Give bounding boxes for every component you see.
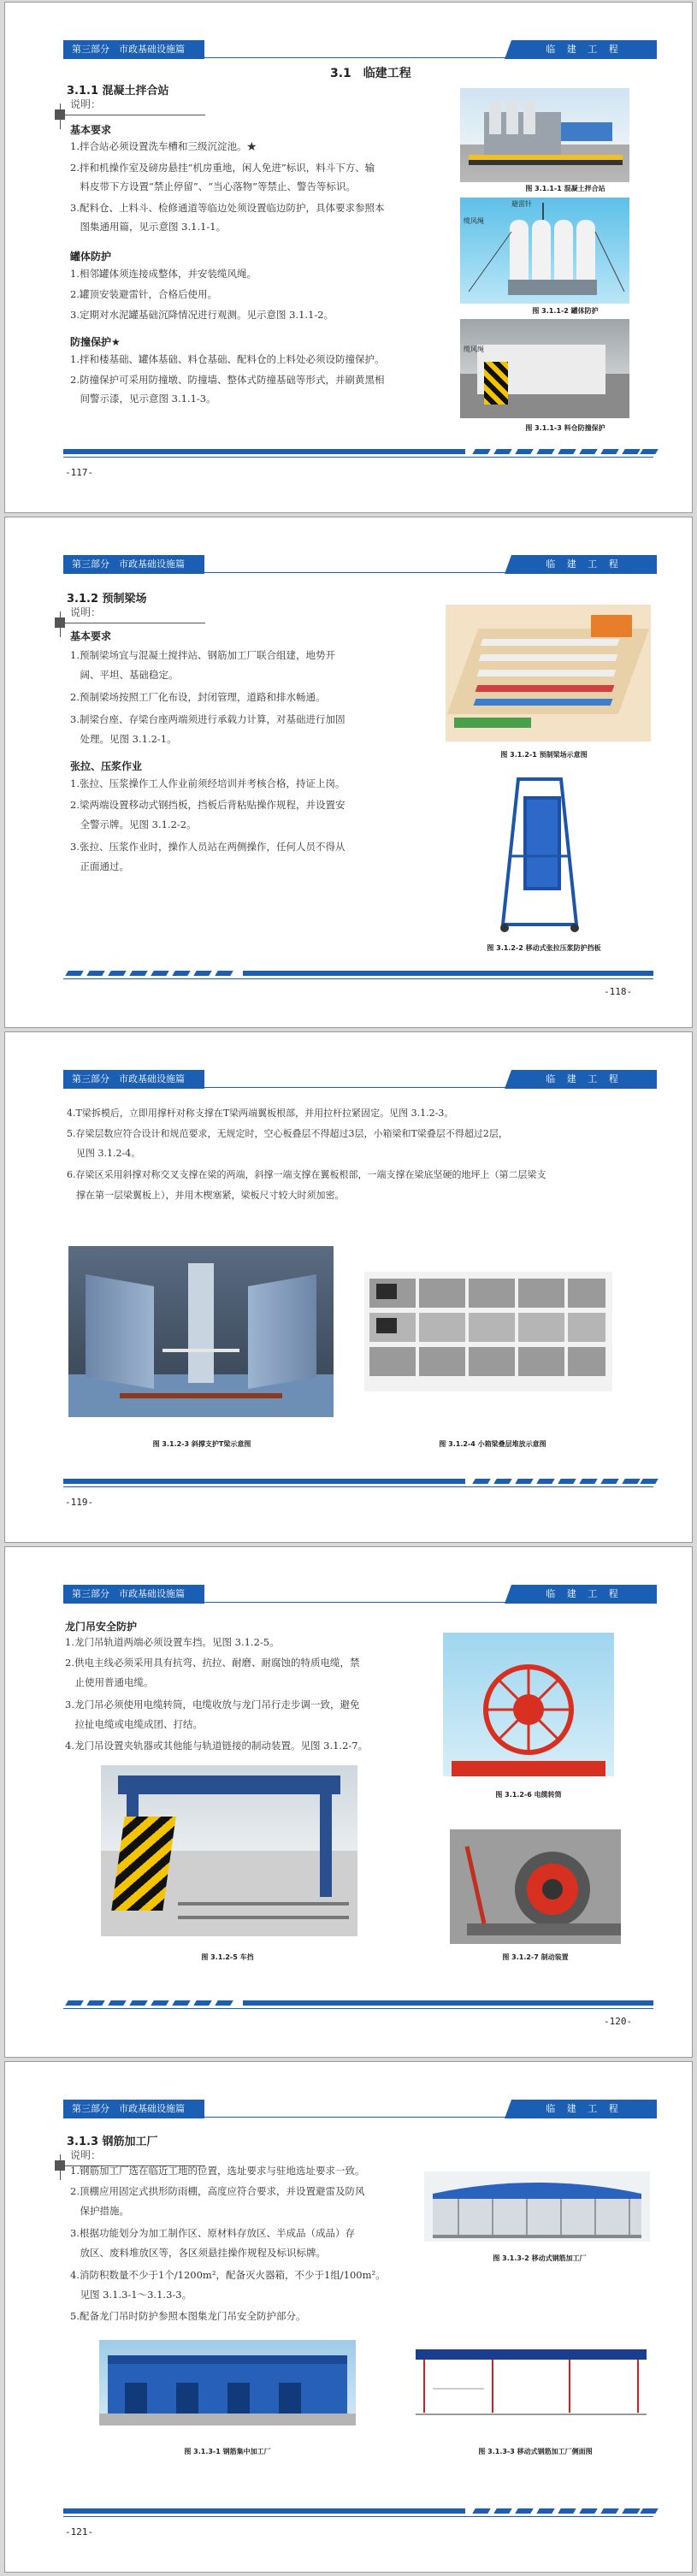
- block-heading: 张拉、压浆作业: [70, 760, 143, 772]
- text-line: 2.拌和机操作室及磅房悬挂“机房重地，闲人免进”标识，料斗下方、输: [70, 162, 375, 174]
- cable-drum-image: [443, 1633, 614, 1776]
- section-label: 临 建 工 程: [511, 40, 657, 59]
- page-121: [4, 2061, 693, 2573]
- text-line: 1.拌和楼基础、罐体基础、料仓基础、配料仓的上料处必须设防撞保护。: [70, 353, 385, 365]
- tank-protection-image: [460, 198, 629, 304]
- header-rule: [204, 1602, 512, 1603]
- chapter-title: 3.1 临建工程: [330, 67, 411, 80]
- explain-label: 说明：: [70, 606, 102, 618]
- text-line: 5.存梁层数应符合设计和规范要求，无规定时，空心板叠层不得超过3层，小箱梁和T梁叠层不得超过2层，: [67, 1128, 508, 1139]
- text-line: 拉扯电缆或电缆成团、打结。: [65, 1718, 203, 1730]
- explain-label: 说明：: [70, 2149, 102, 2161]
- text-line: 1.预制梁场宜与混凝土搅拌站、钢筋加工厂联合组建，地势开: [70, 649, 335, 661]
- part-label: 第三部分 市政基础设施篇: [63, 1070, 204, 1089]
- tension-baffle-image: [493, 771, 587, 935]
- text-line: 间警示漆，见示意图 3.1.1-3。: [70, 393, 216, 405]
- part-label: 第三部分 市政基础设施篇: [63, 1585, 204, 1604]
- cable-label: 缆风绳: [464, 217, 484, 225]
- text-line: 6.存梁区采用斜撑对称交叉支撑在梁的两端，斜撑一端支撑在翼板根部，一端支撑在梁底坚硬的地坪上（第二层梁支: [67, 1169, 546, 1180]
- header-rule: [204, 2117, 512, 2118]
- precast-yard-image: [446, 605, 651, 741]
- footer-rule: [63, 2508, 653, 2517]
- brake-device-image: [450, 1829, 621, 1944]
- text-line: 图集通用篇，见示意图 3.1.1-1。: [70, 221, 227, 233]
- text-line: 3.张拉、压浆作业时，操作人员站在两侧操作，任何人员不得从: [70, 841, 346, 853]
- figure-caption: 图 3.1.2-3 斜撑支护T梁示意图: [152, 1440, 251, 1448]
- text-line: 2.梁两端设置移动式钢挡板，挡板后背粘贴操作规程，并设置安: [70, 799, 346, 811]
- figure-caption: 图 3.1.1-2 罐体防护: [532, 307, 599, 315]
- text-line: 1.拌合站必须设置洗车槽和三级沉淀池。★: [70, 140, 257, 152]
- text-line: 保护措施。: [70, 2205, 129, 2217]
- block-heading: 基本要求: [70, 124, 112, 136]
- page-118: [4, 517, 693, 1028]
- text-line: 3.制梁台座、存梁台座两端须进行承载力计算，对基础进行加固: [70, 713, 346, 725]
- page-number: -120-: [604, 2016, 633, 2027]
- text-line: 5.配备龙门吊时防护参照本图集龙门吊安全防护部分。: [70, 2310, 306, 2322]
- text-line: 4.消防积数量不少于1个/1200m²，配备灭火器箱，不少于1组/100m²。: [70, 2269, 386, 2281]
- text-line: 3.配料仓、上料斗、检修通道等临边处须设置临边防护，具体要求参照本: [70, 202, 385, 214]
- figure-caption: 图 3.1.2-4 小箱梁叠层堆放示意图: [439, 1440, 546, 1448]
- text-line: 3.根据功能划分为加工制作区、原材料存放区、半成品（成品）存: [70, 2227, 355, 2239]
- block-heading: 防撞保护★: [70, 336, 121, 348]
- part-label: 第三部分 市政基础设施篇: [63, 555, 204, 574]
- car-stop-image: [101, 1765, 357, 1936]
- section-title: 3.1.2 预制梁场: [67, 593, 147, 606]
- figure-caption: 图 3.1.3-1 钢筋集中加工厂: [184, 2448, 271, 2455]
- text-line: 2.罐顶安装避雷针，合格后使用。: [70, 288, 217, 300]
- section-title: 3.1.3 钢筋加工厂: [67, 2136, 158, 2148]
- text-line: 2.预制梁场按照工厂化布设，封闭管理，道路和排水畅通。: [70, 691, 326, 703]
- text-line: 4.T梁拆模后，立即用撑杆对称支撑在T梁两端翼板根部，并用拉杆拉紧固定。见图 3.1.2-3。: [67, 1108, 454, 1119]
- page-number: -121-: [65, 2526, 94, 2538]
- figure-caption: 图 3.1.2-2 移动式张拉压浆防护挡板: [487, 944, 601, 952]
- text-line: 1.钢筋加工厂选在临近工地的位置，选址要求与驻地选址要求一致。: [70, 2165, 365, 2177]
- block-heading: 基本要求: [70, 630, 112, 642]
- header-rule: [204, 1087, 512, 1088]
- lightning-rod-label: 避雷针: [511, 200, 532, 208]
- part-label: 第三部分 市政基础设施篇: [63, 2100, 204, 2118]
- page-119: [4, 1031, 693, 1543]
- cable-label: 缆风绳: [464, 346, 484, 353]
- section-label: 临 建 工 程: [511, 1585, 657, 1604]
- text-line: 4.龙门吊设置夹轨器或其他能与轨道链接的制动装置。见图 3.1.2-7。: [65, 1740, 369, 1752]
- text-line: 见图 3.1.2-4。: [67, 1148, 141, 1159]
- text-line: 全警示牌。见图 3.1.2-2。: [70, 818, 197, 830]
- figure-caption: 图 3.1.1-3 料仓防撞保护: [525, 424, 605, 432]
- block-heading: 罐体防护: [70, 251, 112, 263]
- section-label: 临 建 工 程: [511, 2100, 657, 2118]
- t-beam-brace-image: [68, 1246, 334, 1417]
- box-girder-stack-image: [364, 1272, 612, 1391]
- header-rule: [204, 572, 512, 573]
- text-line: 放区、废料堆放区等，各区须悬挂操作规程及标识标牌。: [70, 2247, 326, 2259]
- figure-caption: 图 3.1.2-1 预制梁场示意图: [500, 751, 588, 759]
- page-number: -118-: [604, 986, 633, 997]
- page-117: [4, 2, 693, 513]
- block-heading: 龙门吊安全防护: [65, 1621, 138, 1633]
- explain-label: 说明：: [70, 98, 102, 110]
- section-label: 临 建 工 程: [511, 1070, 657, 1089]
- text-line: 正面通过。: [70, 860, 129, 872]
- footer-rule: [63, 449, 653, 458]
- text-line: 见图 3.1.3-1～3.1.3-3。: [70, 2289, 192, 2301]
- text-line: 3.龙门吊必须使用电缆转筒，电缆收放与龙门吊行走步调一致，避免: [65, 1699, 360, 1710]
- text-line: 1.相邻罐体须连接成整体，并安装缆风绳。: [70, 268, 257, 280]
- side-elevation-image: [407, 2344, 655, 2426]
- text-line: 2.顶棚应用固定式拱形防雨棚，高度应符合要求，并设置避雷及防风: [70, 2185, 365, 2197]
- rebar-factory-image: [99, 2340, 356, 2425]
- section-label: 临 建 工 程: [511, 555, 657, 574]
- figure-caption: 图 3.1.3-3 移动式钢筋加工厂侧面图: [478, 2448, 593, 2455]
- text-line: 撑在第一层梁翼板上），并用木楔塞紧，梁板尺寸较大时须加密。: [67, 1190, 345, 1201]
- text-line: 止使用普通电缆。: [65, 1676, 154, 1688]
- text-line: 处理。见图 3.1.2-1。: [70, 733, 177, 745]
- mobile-rebar-shed-image: [424, 2171, 650, 2242]
- text-line: 3.定期对水泥罐基础沉降情况进行观测。见示意图 3.1.1-2。: [70, 309, 334, 321]
- page-120: [4, 1546, 693, 2058]
- text-line: 2.供电主线必须采用具有抗弯、抗拉、耐磨、耐腐蚀的特质电缆，禁: [65, 1657, 360, 1669]
- footer-rule: [63, 1479, 653, 1487]
- figure-caption: 图 3.1.2-5 车挡: [201, 1953, 254, 1961]
- figure-caption: 图 3.1.2-7 制动装置: [502, 1953, 569, 1961]
- footer-rule: [63, 971, 653, 979]
- part-label: 第三部分 市政基础设施篇: [63, 40, 204, 59]
- text-line: 阔、平坦、基础稳定。: [70, 669, 179, 681]
- text-line: 1.龙门吊轨道两端必须设置车挡。见图 3.1.2-5。: [65, 1636, 280, 1648]
- figure-caption: 图 3.1.3-2 移动式钢筋加工厂: [493, 2254, 587, 2262]
- text-line: 料皮带下方设置“禁止停留”、“当心落物”等禁止、警告等标识。: [70, 180, 357, 192]
- anti-collision-image: [460, 319, 629, 418]
- header-rule: [204, 57, 512, 58]
- mixing-plant-image: [460, 88, 629, 182]
- figure-caption: 图 3.1.1-1 混凝土拌合站: [525, 185, 605, 192]
- page-number: -117-: [65, 467, 94, 478]
- section-title: 3.1.1 混凝土拌合站: [67, 85, 169, 97]
- text-line: 1.张拉、压浆操作工人作业前须经培训并考核合格，持证上岗。: [70, 777, 346, 789]
- text-line: 2.防撞保护可采用防撞墩、防撞墙、整体式防撞基础等形式，并刷黄黑相: [70, 374, 385, 386]
- figure-caption: 图 3.1.2-6 电缆转筒: [495, 1791, 562, 1799]
- page-number: -119-: [65, 1497, 94, 1508]
- footer-rule: [63, 2000, 653, 2009]
